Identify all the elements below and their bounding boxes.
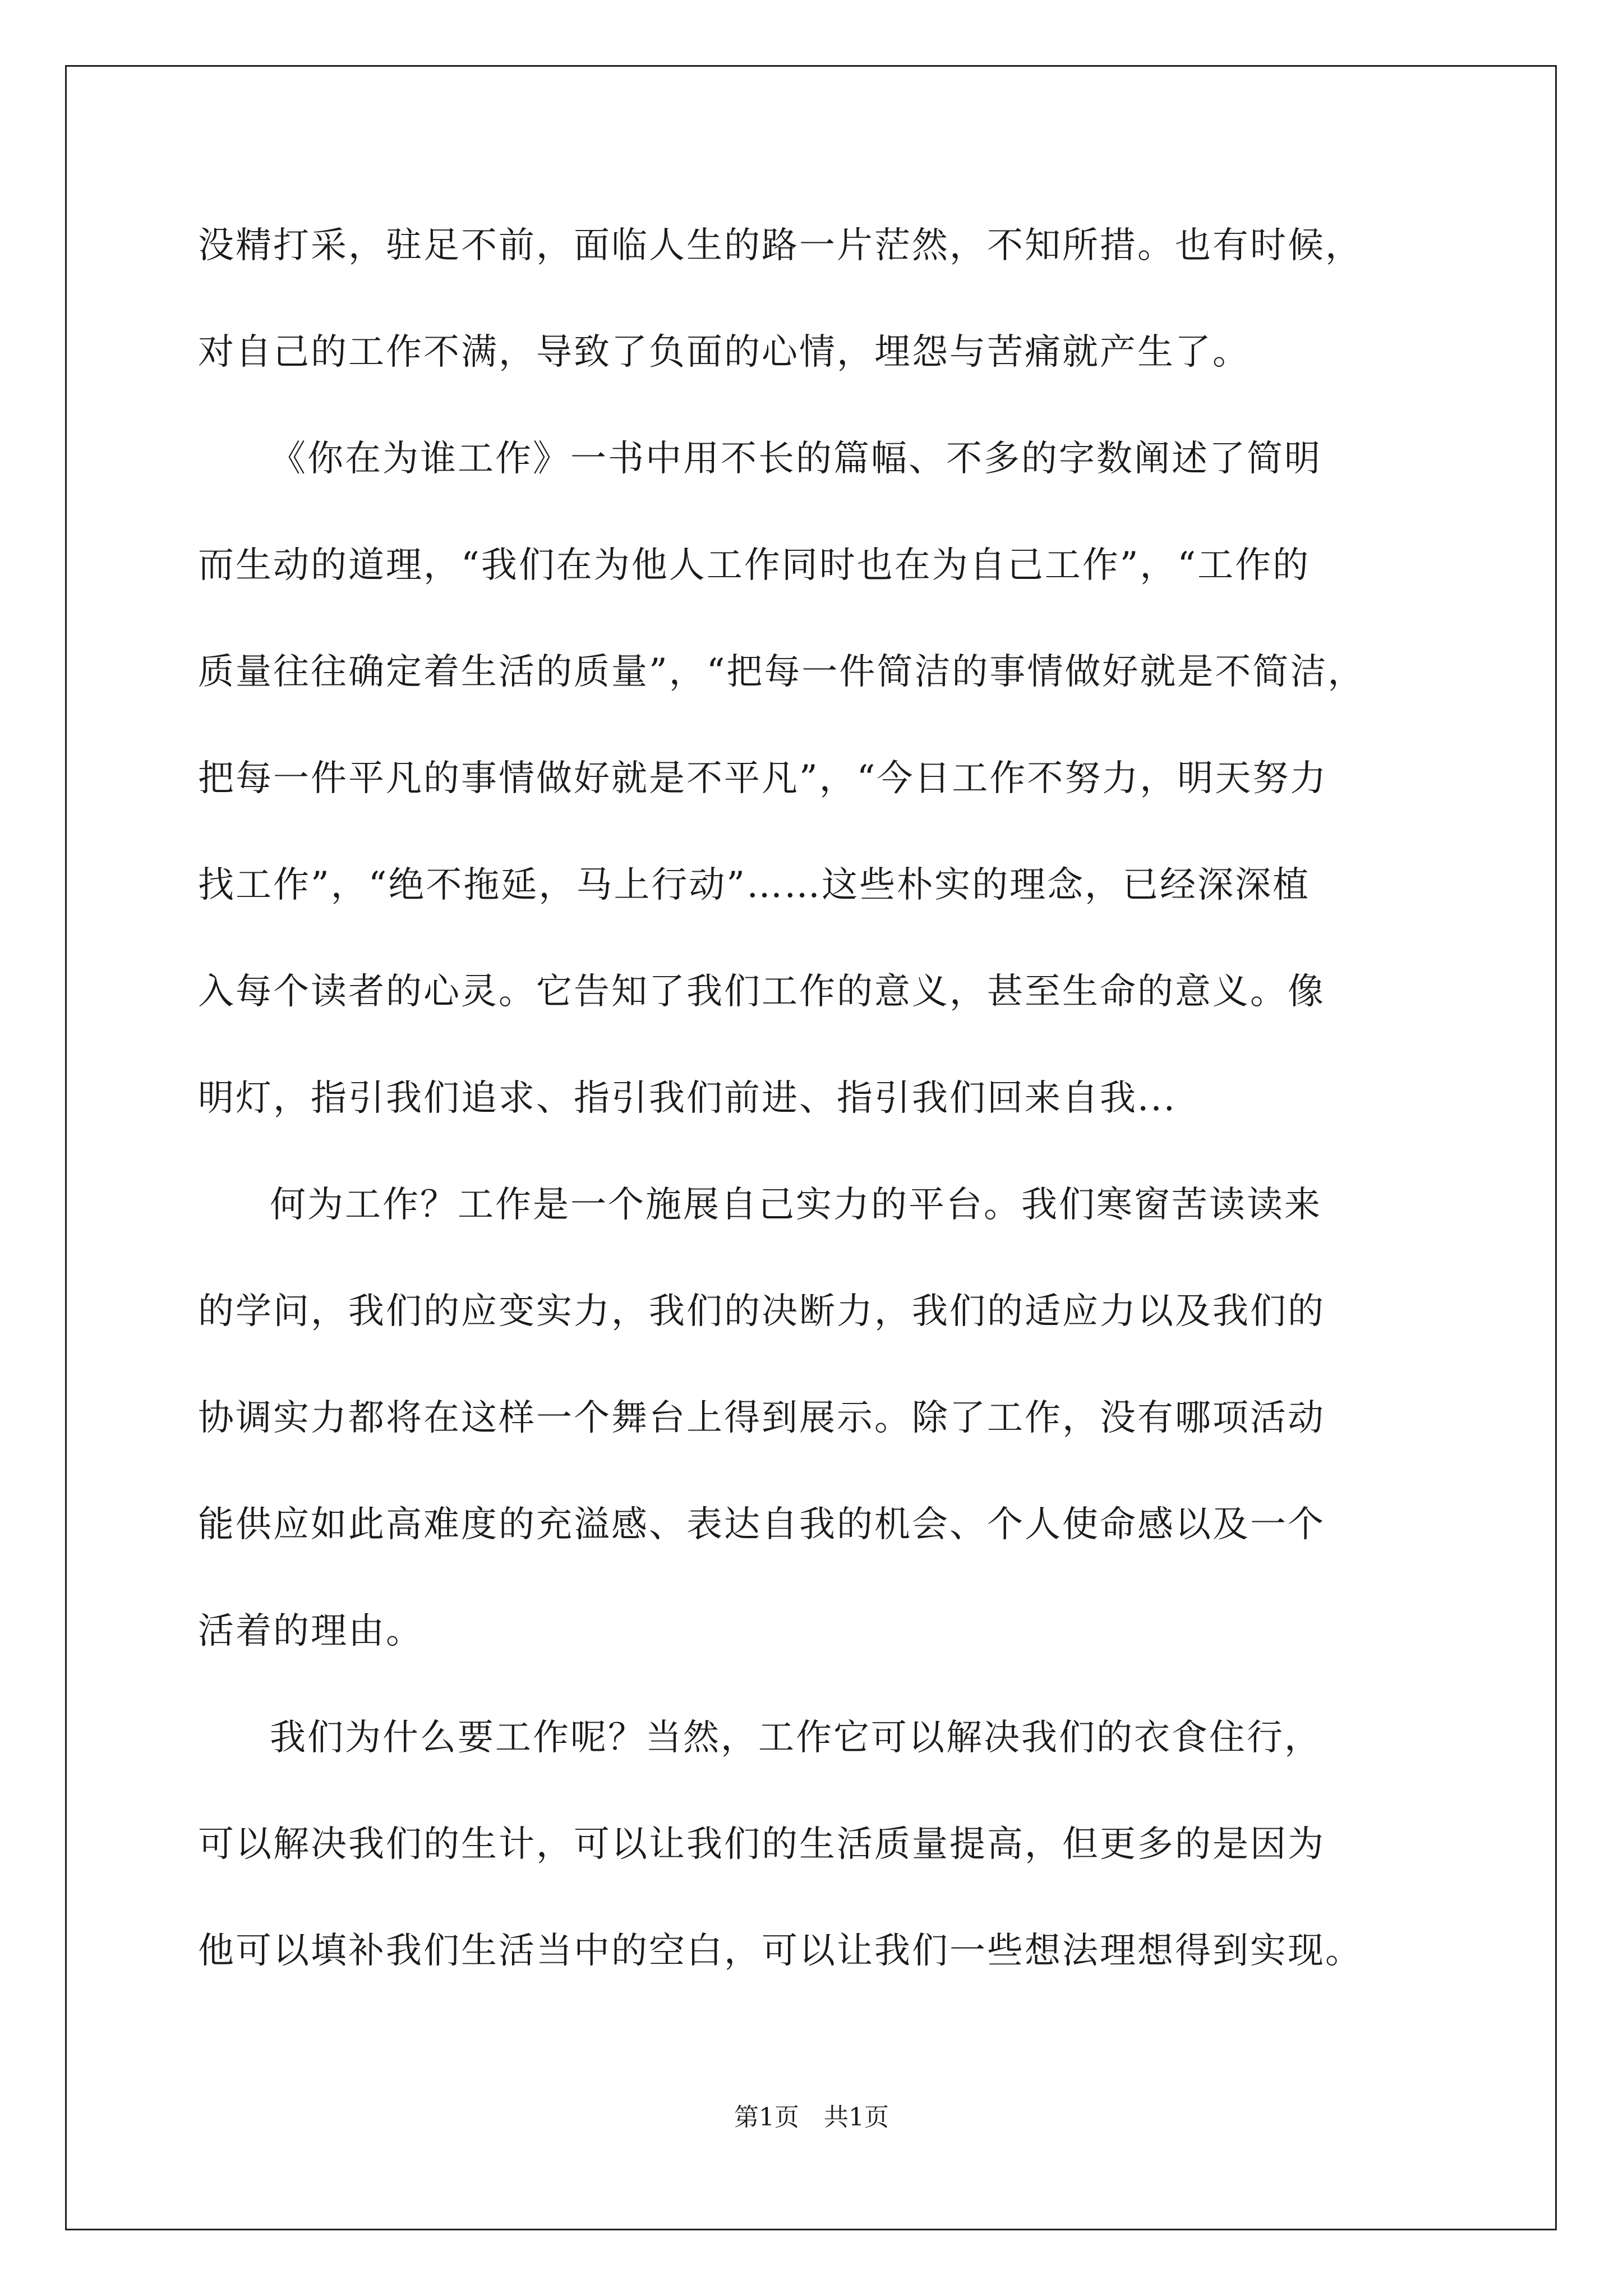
text-line: 找工作”，“绝不拖延，马上行动”……这些朴实的理念，已经深深植: [198, 864, 1311, 906]
text-line-paragraph-start: 《你在为谁工作》一书中用不长的篇幅、不多的字数阐述了简明: [270, 438, 1322, 480]
text-line: 的学问，我们的应变实力，我们的决断力，我们的适应力以及我们的: [198, 1291, 1325, 1332]
page-number-footer: 第1页 共1页: [734, 2103, 889, 2132]
text-line: 协调实力都将在这样一个舞台上得到展示。除了工作，没有哪项活动: [198, 1397, 1325, 1439]
page-border: [65, 65, 1557, 2230]
text-line: 质量往往确定着生活的质量”，“把每一件简洁的事情做好就是不简洁，: [198, 651, 1366, 693]
text-line: 可以解决我们的生计，可以让我们的生活质量提高，但更多的是因为: [198, 1824, 1325, 1865]
text-line: 明灯，指引我们追求、指引我们前进、指引我们回来自我...: [198, 1078, 1177, 1119]
text-line-paragraph-start: 何为工作？工作是一个施展自己实力的平台。我们寒窗苦读读来: [270, 1184, 1322, 1226]
text-line: 把每一件平凡的事情做好就是不平凡”，“今日工作不努力，明天努力: [198, 758, 1328, 799]
text-line: 他可以填补我们生活当中的空白，可以让我们一些想法理想得到实现。: [198, 1930, 1363, 1972]
text-line-paragraph-start: 我们为什么要工作呢？当然，工作它可以解决我们的衣食住行，: [270, 1717, 1322, 1759]
text-line: 没精打采，驻足不前，面临人生的路一片茫然，不知所措。也有时候，: [198, 225, 1363, 266]
text-line: 活着的理由。: [198, 1611, 423, 1652]
text-line: 能供应如此高难度的充溢感、表达自我的机会、个人使命感以及一个: [198, 1504, 1325, 1545]
text-line: 对自己的工作不满，导致了负面的心情，埋怨与苦痛就产生了。: [198, 332, 1250, 373]
text-line: 入每个读者的心灵。它告知了我们工作的意义，甚至生命的意义。像: [198, 971, 1325, 1013]
text-line: 而生动的道理，“我们在为他人工作同时也在为自己工作”，“工作的: [198, 545, 1311, 586]
